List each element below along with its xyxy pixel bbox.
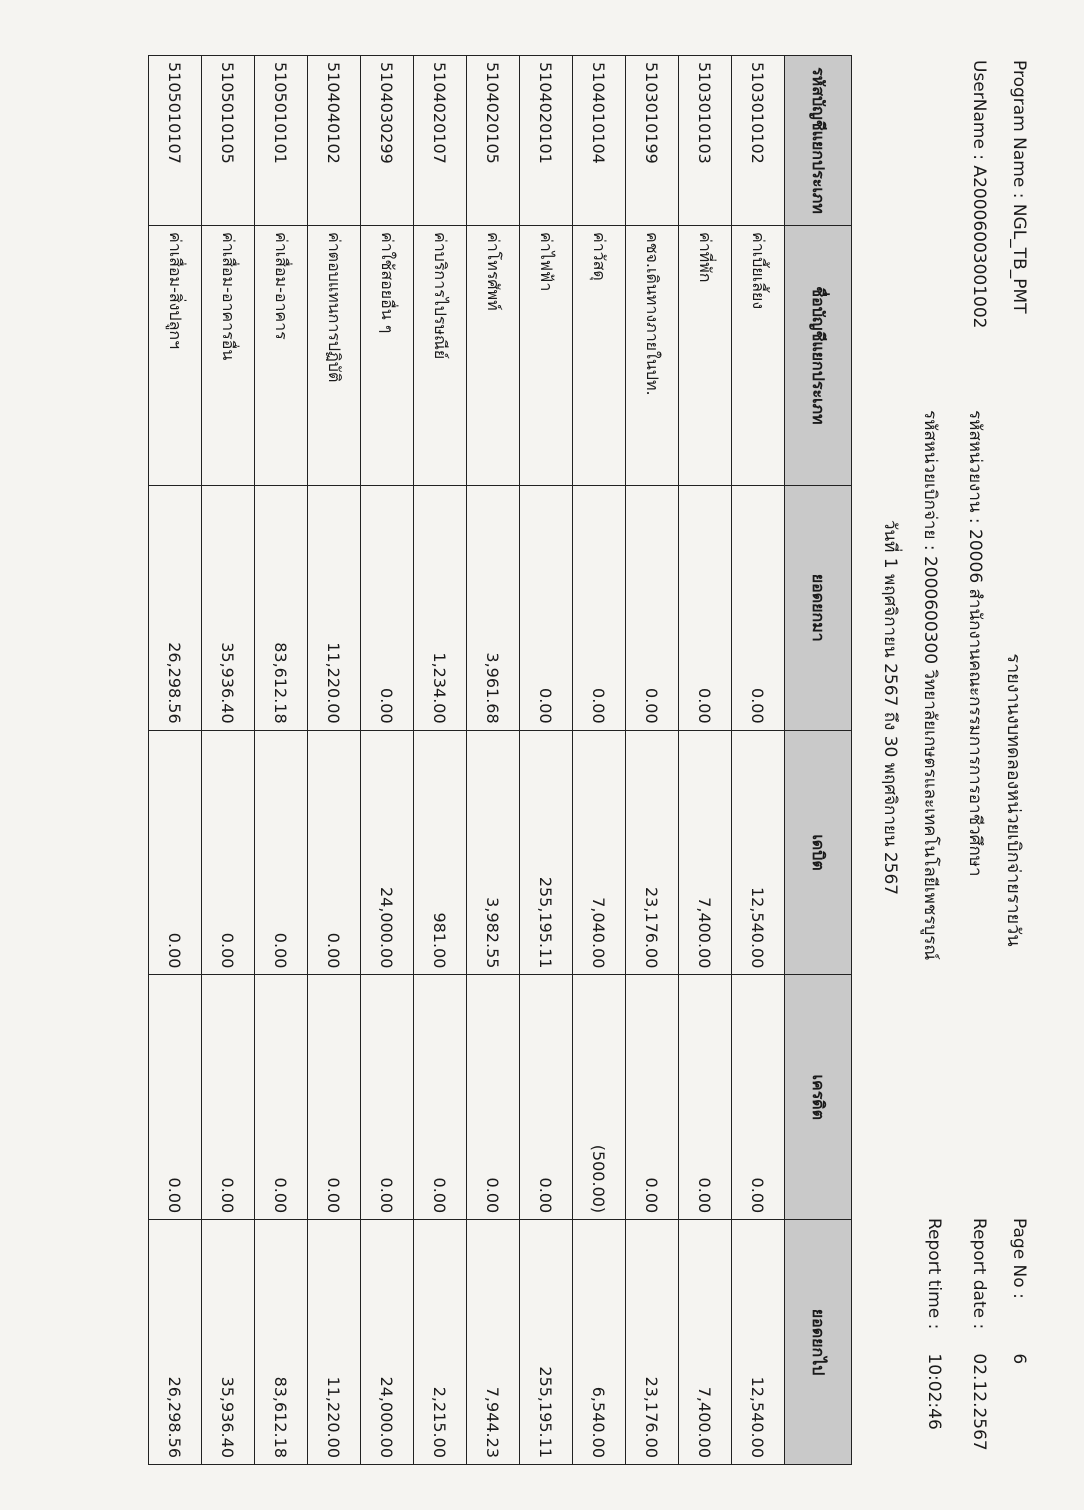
brought-forward-cell: 1,234.00 — [414, 485, 467, 730]
table-row — [149, 56, 202, 1465]
debit-cell: 0.00 — [202, 730, 255, 975]
carried-forward-cell: 23,176.00 — [626, 1220, 679, 1465]
credit-cell: 0.00 — [626, 975, 679, 1220]
debit-cell: 0.00 — [149, 730, 202, 975]
debit-cell: 23,176.00 — [626, 730, 679, 975]
account-code-cell: 5105010105 — [202, 56, 255, 226]
carried-forward-cell: 11,220.00 — [308, 1220, 361, 1465]
account-name-cell: ค่าเบี้ยเลี้ยง — [732, 225, 785, 485]
account-code-cell: 5104040102 — [308, 56, 361, 226]
account-code-cell: 5104020101 — [520, 56, 573, 226]
account-name-cell: ค่าเสื่อม-อาคารอื่น — [202, 225, 255, 485]
table-row — [414, 56, 467, 1465]
debit-cell: 12,540.00 — [732, 730, 785, 975]
account-name-cell: ค่าไฟฟ้า — [520, 225, 573, 485]
credit-cell: 0.00 — [149, 975, 202, 1220]
date-value: 02.12.2567 — [969, 1353, 989, 1451]
credit-cell: 0.00 — [467, 975, 520, 1220]
account-name-cell: ค่าเสื่อม-อาคาร — [255, 225, 308, 485]
table-row — [361, 56, 414, 1465]
credit-cell: 0.00 — [520, 975, 573, 1220]
carried-forward-cell: 2,215.00 — [414, 1220, 467, 1465]
brought-forward-cell: 0.00 — [732, 485, 785, 730]
account-name-cell: ค่าวัสดุ — [573, 225, 626, 485]
account-code-cell: 5103010102 — [732, 56, 785, 226]
time-value: 10:02:46 — [924, 1353, 944, 1430]
col-header-name: ชื่อบัญชีแยกประเภท — [785, 225, 852, 485]
page-value: 6 — [1009, 1353, 1029, 1365]
table-row — [520, 56, 573, 1465]
date-label: Report date : — [969, 1218, 989, 1330]
table-row — [202, 56, 255, 1465]
carried-forward-cell: 7,944.23 — [467, 1220, 520, 1465]
credit-cell: 0.00 — [732, 975, 785, 1220]
debit-cell: 0.00 — [308, 730, 361, 975]
report-date — [969, 1218, 989, 1451]
account-code-cell: 5103010199 — [626, 56, 679, 226]
brought-forward-cell: 0.00 — [573, 485, 626, 730]
report-time — [924, 1218, 944, 1430]
table-row — [573, 56, 626, 1465]
carried-forward-cell: 7,400.00 — [679, 1220, 732, 1465]
credit-cell: 0.00 — [361, 975, 414, 1220]
credit-cell: 0.00 — [255, 975, 308, 1220]
table-row — [626, 56, 679, 1465]
carried-forward-cell: 6,540.00 — [573, 1220, 626, 1465]
time-label: Report time : — [924, 1218, 944, 1330]
debit-cell: 24,000.00 — [361, 730, 414, 975]
credit-cell: 0.00 — [308, 975, 361, 1220]
credit-cell: 0.00 — [679, 975, 732, 1220]
account-code-cell: 5104020107 — [414, 56, 467, 226]
account-name-cell: ค่าที่พัก — [679, 225, 732, 485]
debit-cell: 7,040.00 — [573, 730, 626, 975]
account-name-cell: ค่าใช้สอยอื่น ๆ — [361, 225, 414, 485]
brought-forward-cell: 0.00 — [626, 485, 679, 730]
debit-cell: 255,195.11 — [520, 730, 573, 975]
carried-forward-cell: 12,540.00 — [732, 1220, 785, 1465]
table-header-row — [785, 56, 852, 1465]
debit-cell: 981.00 — [414, 730, 467, 975]
table-row — [732, 56, 785, 1465]
account-code-cell: 5103010103 — [679, 56, 732, 226]
page-label: Page No : — [1009, 1218, 1029, 1299]
user-name: UserName : A20006003001002 — [969, 60, 989, 329]
account-code-cell: 5105010107 — [149, 56, 202, 226]
carried-forward-cell: 26,298.56 — [149, 1220, 202, 1465]
account-name-cell: ค่าบริการไปรษณีย์ — [414, 225, 467, 485]
brought-forward-cell: 3,961.68 — [467, 485, 520, 730]
table-row — [255, 56, 308, 1465]
account-name-cell: ค่าเสื่อม-สิ่งปลูกฯ — [149, 225, 202, 485]
col-header-credit: เครดิต — [785, 975, 852, 1220]
carried-forward-cell: 35,936.40 — [202, 1220, 255, 1465]
carried-forward-cell: 83,612.18 — [255, 1220, 308, 1465]
account-code-cell: 5104010104 — [573, 56, 626, 226]
program-name: Program Name : NGL_TB_PMT — [1009, 60, 1029, 314]
account-name-cell: ค่าโทรศัพท์ — [467, 225, 520, 485]
brought-forward-cell: 83,612.18 — [255, 485, 308, 730]
report-title: รายงานงบทดลองหน่วยเบิกจ่ายรายวัน — [1003, 653, 1024, 947]
account-code-cell: 5104030299 — [361, 56, 414, 226]
col-header-debit: เดบิต — [785, 730, 852, 975]
page-number — [1009, 1218, 1029, 1364]
account-code-cell: 5104020105 — [467, 56, 520, 226]
carried-forward-cell: 255,195.11 — [520, 1220, 573, 1465]
unit-code: รหัสหน่วยงาน : 20006 สำนักงานคณะกรรมการการอาชีวศึกษา — [965, 410, 985, 877]
debit-cell: 3,982.55 — [467, 730, 520, 975]
table-row — [467, 56, 520, 1465]
col-header-carried-forward: ยอดยกไป — [785, 1220, 852, 1465]
account-name-cell: ค่าตอบแทนการปฏิบัติ — [308, 225, 361, 485]
account-name-cell: คชจ.เดินทางภายในปท. — [626, 225, 679, 485]
brought-forward-cell: 11,220.00 — [308, 485, 361, 730]
credit-cell: 0.00 — [202, 975, 255, 1220]
brought-forward-cell: 0.00 — [679, 485, 732, 730]
report-period: วันที่ 1 พฤศจิกายน 2567 ถึง 30 พฤศจิกายน 2567 — [880, 520, 900, 896]
debit-cell: 7,400.00 — [679, 730, 732, 975]
credit-cell: (500.00) — [573, 975, 626, 1220]
brought-forward-cell: 35,936.40 — [202, 485, 255, 730]
brought-forward-cell: 0.00 — [361, 485, 414, 730]
account-code-cell: 5105010101 — [255, 56, 308, 226]
credit-cell: 0.00 — [414, 975, 467, 1220]
trial-balance-table — [148, 55, 852, 1465]
table-row — [308, 56, 361, 1465]
table-row — [679, 56, 732, 1465]
col-header-brought-forward: ยอดยกมา — [785, 485, 852, 730]
col-header-code: รหัสบัญชีแยกประเภท — [785, 56, 852, 226]
debit-cell: 0.00 — [255, 730, 308, 975]
brought-forward-cell: 0.00 — [520, 485, 573, 730]
disbursing-unit: รหัสหน่วยเบิกจ่าย : 2000600300 วิทยาลัยเกษตรและเทคโนโลยีเพชรบูรณ์ — [920, 410, 940, 961]
carried-forward-cell: 24,000.00 — [361, 1220, 414, 1465]
brought-forward-cell: 26,298.56 — [149, 485, 202, 730]
